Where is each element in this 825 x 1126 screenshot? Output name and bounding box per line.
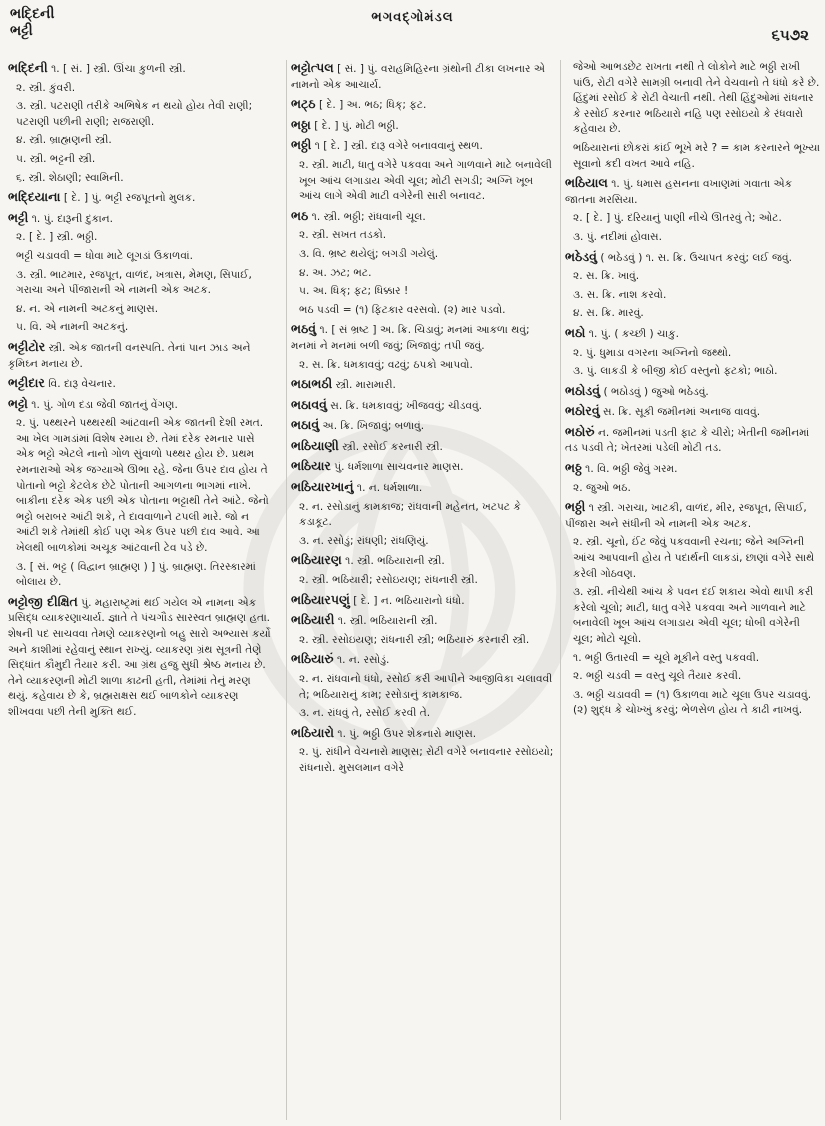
definition-text: ૧. પું. ધમાસ હસનના વખાણમાં ગવાતા એક જાતના મરસિયા. [565,178,793,206]
entry-sense [565,688,823,719]
entry-sense [8,99,273,130]
dictionary-entry [291,117,557,135]
entry-sense [291,158,557,205]
entry-sense [291,358,557,374]
headword: ભટ્ટો [8,395,28,411]
dictionary-entry [8,210,273,228]
dictionary-entry [291,458,557,476]
definition-text: ( ભઠોડવું ) જુઓ ભઠેડવું. [603,385,709,398]
definition-text: ૨. [ દે. ] સ્ત્રી. ભઠ્ઠી. [16,231,98,244]
entry-sense [291,672,557,703]
definition-text: ૧. [ સં. ] સ્ત્રી. ઊંચા કુળની સ્ત્રી. [51,63,186,75]
entry-sense [8,81,273,97]
dictionary-entry [291,208,557,226]
definition-text: [ સં. ] પું. વરાહમિહિરના ગ્રંથોની ટીકા લખનાર એ નામનો એક આચાર્ય. [291,63,545,91]
headword: ભટ્ટીટોર [8,338,46,354]
entry-sense [8,320,273,336]
definition-text: ૫. વિ. એ નામની અટકનું. [16,321,129,334]
entry-sense [565,669,823,685]
definition-text: સ્ત્રી. મારામારી. [335,379,396,392]
entry-sense [565,535,823,582]
definition-text: ૨. ન. રસોડાનું કામકાજ; રાંધવાની મહેનત, ખટપટ કે કડાકૂટ. [299,500,521,529]
definition-text: ભઠ પડવી = (૧) ફિટકાર વરસવો. (૨) માર પડવો. [299,303,506,316]
definition-text: ૧. વિ. ભઠ્ઠી જેવું ગરમ. [585,463,678,476]
definition-text: ૩. સ. ક્રિ. નાશ કરવો. [573,288,667,301]
headword: ભઠિયારખાનું [291,479,354,495]
definition-text: ૨. જુઓ ભઠ. [573,481,631,494]
definition-text: ૧ [ દે. ] સ્ત્રી. દારૂ વગેરે બનાવવાનું સ્થળ. [314,140,483,153]
definition-text: ૨. સ. ક્રિ. ખાવું. [573,270,640,283]
definition-text: ૪. અ. ઝટ; ભટ. [299,266,372,279]
definition-text: ૨. પું. રાંધીને વેચનારો માણસ; રોટી વગેરે બનાવનાર રસોઇયો; રાંધનારો. મુસલમાન વગેરે [299,746,554,774]
headword: ભઠ્ઠી [291,137,312,153]
definition-text: ૨. સ્ત્રી. માટી, ધાતુ વગેરે પકવવા અને ગાળવાને માટે બનાવેલી ખૂબ આંચ લગાડાય એવી ચૂલ; મોટી સગડી; અગ્નિ ખૂબ આંચ લાગે એવી માટી વગેરેની સારી બનાવટ. [299,158,552,203]
definition-text: ૫. સ્ત્રી. ભટ્ટની સ્ત્રી. [16,152,96,165]
headword: ભઠ્ઠ [565,460,582,476]
dictionary-entry [291,376,557,394]
definition-text: સ. ક્રિ. ધમકાવવું; ખીજવવું; ચીડવવું. [330,399,483,412]
entry-sense [565,288,823,304]
definition-text: [ દે. ] પું. મોટી ભઠ્ઠી. [314,119,399,132]
definition-text: ૫. અ. ધિક્; ફટ; ધિક્કાર ! [299,285,409,298]
definition-text: ૩. ન. રસોડું; રાંધણી; રાંધણિયું. [299,534,429,547]
definition-text: ૨. સ્ત્રી. ચૂનો, ઈંટ જેવું પકવવાની રચના; જેને અગ્નિની આંચ આપવાની હોય તે પદાર્થની લાકડાં, છાણાં વગેરે સાથે કરેલી ગોઠવણ. [573,536,815,580]
dictionary-entry [291,552,557,570]
entry-sense [8,560,273,591]
headword: ભઠિયારપણું [291,591,350,607]
definition-text: ૧. સ્ત્રી. ભઠિયારાની સ્ત્રી. [345,555,445,568]
dictionary-entry [565,403,823,421]
definition-text: ૩. સ્ત્રી. નીચેથી આંચ કે પવન દઈ શકાય એવો થાપી કરી કરેલો ચૂલો; માટી, ધાતુ વગેરે પકવવા અને ગાળવાને માટે બનાવેલી ખૂબ આંચ લગાડાય એવી ચૂલ; ધોબી વગેરેની ચૂલ; મોટો ચૂલો. [573,586,814,645]
headword: ભટ્ટોત્પલ [291,60,334,75]
definition-text: ૪. સ. ક્રિ. મારવું. [573,307,644,320]
dictionary-entry [8,339,273,372]
entry-sense [8,268,273,299]
headword: ભઠો [565,324,586,340]
entry-sense [291,247,557,263]
definition-text: ૧. ન. રસોડું. [336,654,390,667]
headword: ભઠ્ઠી [565,499,586,515]
headword: ભઠોરું [565,423,595,439]
entry-sense [565,211,823,227]
definition-text: ૩. સ્ત્રી. પટરાણી તરીકે અભિષેક ન થયો હોય તેવી રાણી; પટરાણી પછીની રાણી; રાજરાણી. [16,100,253,128]
definition-text: ૧. ભઠ્ઠી ઉતારવી = ચૂલે મૂકીને વસ્તુ પકવવી. [573,651,760,664]
headword: ભદ્દિની [8,60,48,75]
headword: ભઠ [291,207,309,223]
entry-sense [291,573,557,589]
column-2 [286,60,557,1120]
definition-text: ૪. ન. એ નામની અટકનું માણસ. [16,302,159,315]
definition-text: ૧. સ્ત્રી. ભઠ્ઠી; રાંધવાની ચૂલ. [311,210,426,223]
dictionary-entry [291,60,557,93]
entry-sense [565,230,823,246]
column-3 [560,60,823,1120]
headword: ભઠાભઠી [291,376,333,392]
definition-text: અ. ક્રિ. ખિજાવું; બળાવું. [322,420,425,433]
definition-text: ૩. વિ. ભ્રષ્ટ થયેલું; બગડી ગયેલું. [299,247,439,260]
entry-sense [8,230,273,246]
definition-text: ૨. ભઠ્ઠી ચડવી = વસ્તુ ચૂલે તૈયાર કરવી. [573,670,742,683]
headword: ભઠોરવું [565,403,600,419]
entry-sense [291,284,557,300]
definition-text: પું. મહારાષ્ટ્રમાં થઈ ગયેલ એ નામના એક પ્રસિદ્ધ વ્યાકરણાચાર્ય. જ્ઞાતે તે પંચગૌડ સારસ્વત બ્રાહ્મણ હતા. શેષની પદ સાચવવા તેમણે વ્યાકરણનો બહુ સારો અભ્યાસ કર્યો અને કાશીમાં રહેવાનું સ્થાન રાખ્યું. વ્યાકરણ ગ્રંથ સૂત્રની તેણે સિદ્ધાંત કૌમુદી તૈયાર કરી. આ ગ્રંથ હજુ સુધી શ્રેષ્ઠ મનાય છે. તેને વ્યાકરણની મોટી શાળા કાઢની હતી, તેમાંમાં તેનું મરણ થયું. કહેવાય છે કે, બ્રહ્મરાક્ષસ થઈ બાળકોને વ્યાકરણ શીખવવા પછી તેની મુક્તિ થઈ. [8,596,271,718]
entry-sense [565,364,823,380]
definition-text: ૪. સ્ત્રી. બ્રાહ્મણની સ્ત્રી. [16,134,112,147]
definition-text: ભટ્ટી ચડાવવી = ધોવા માટે લૂગડાં ઉકાળવાં. [16,249,193,262]
dictionary-entry [565,383,823,401]
entry-sense [8,249,273,265]
entry-sense [565,585,823,647]
headword: ભઠિયારો [291,724,334,740]
headword: ભઠોડવું [565,382,601,398]
column-1 [8,60,273,1120]
headword: ભટ્ટીદાર [8,375,45,391]
definition-text: ૨. સ્ત્રી. રસોઇયણ; રાંધનારી સ્ત્રી; ભઠિયારું કરનારી સ્ત્રી. [299,633,530,646]
entry-sense [291,706,557,722]
definition-text: ૨. સ્ત્રી. કુંવરી. [16,81,76,94]
definition-text: ૧. [ સં ભ્રષ્ટ ] અ. ક્રિ. ચિડાવું; મનમાં આકળા થવું; મનમાં ને મનમાં બળી જવું; ખિજાવું; તપી જવું. [291,324,530,352]
definition-text: [ દે. ] ન. ભઠિયારાનો ધંધો. [353,594,465,607]
headword: ભદ્દિયાના [8,189,61,205]
dictionary-entry [291,612,557,630]
headword: ભટ્ટોજી દીક્ષિત [8,593,78,609]
definition-text: વિ. દારૂ વેચનાર. [48,378,116,391]
headword: ભઠિયારી [291,612,335,628]
headword: ભઠવું [291,321,317,337]
definition-text: ૩. ભઠ્ઠી ચડાવવી = (૧) ઉકાળવા માટે ચૂલા ઉપર ચડાવવું. (૨) શુદ્ધ કે ચોખ્ખું કરવું; ભેળસેળ હોય તે કાઢી નાખવું. [573,688,812,717]
dictionary-entry [291,397,557,415]
book-title: ભગવદ્ગોમંડલ [371,10,454,25]
definition-text: ૧ સ્ત્રી. ગરાચા, ખાટકી, વાળંદ, મીર, રજપૂત, સિપાઈ, પીંજારા અને સંધીની એ નામની એક અટક. [565,502,807,530]
headword: ભઠેડવું [565,248,597,264]
dictionary-entry [291,96,557,114]
definition-text: ૧. સ્ત્રી. ભઠિયારાની સ્ત્રી. [337,615,438,628]
dictionary-entry [8,189,273,207]
entry-sense [291,534,557,550]
entry-sense [8,133,273,149]
headword: ભઠાવવું [291,396,327,412]
definition-text: [ દે. ] અ. ભઠ; ધિક્; ફટ. [318,99,427,112]
entry-sense [291,500,557,531]
definition-text: ૧. પું. ભઠ્ઠી ઉપર શેકનારો માણસ. [337,727,477,740]
dictionary-entry [8,396,273,414]
definition-text: સ. ક્રિ. સૂકી જમીનમાં અનાજ વાવવું. [603,406,761,419]
dictionary-entry [565,499,823,532]
definition-text: ભઠિયારાનાં છોકરાં કાંઈ ભૂખે મરે ? = કામ કરનારને ભૂખ્યા સૂવાનો કદી વખત આવે નહિ. [573,141,820,170]
headword: ભઠિયારું [291,651,334,667]
dictionary-entry [565,175,823,208]
definition-text: ( ભઠેડવું ) ૧. સ. ક્રિ. ઉચાપત કરવું; લઈ જવું. [600,251,792,264]
dictionary-entry [291,417,557,435]
entry-sense [291,633,557,649]
definition-text: ૩. ન. રાંધવું તે, રસોઈ કરવી તે. [299,707,431,720]
definition-text: ૧. પું. ( કચ્છી ) ચાકુ. [588,327,679,340]
dictionary-entry [565,249,823,267]
entry-sense [565,651,823,667]
definition-text: ૬. સ્ત્રી. શેઠાણી; સ્વામિની. [16,171,124,184]
headword: ભટ્ઠ [291,96,316,112]
guide-word-top: ભદ્દિની [10,6,55,22]
dictionary-entry [291,725,557,743]
entry-sense [8,152,273,168]
definition-text: સ્ત્રી. એક જાતની વનસ્પતિ. તેનાં પાન ઝાડ અને કૃમિઘ્ન મનાય છે. [8,341,251,370]
dictionary-entry [291,321,557,354]
dictionary-entry [8,375,273,393]
entry-sense [565,269,823,285]
definition-text: ૩. પું. લાકડી કે બીજી કોઈ વસ્તુનો ફટકો; ભાઠો. [573,365,778,378]
entry-sense [291,303,557,319]
headword: ભટ્ટી [8,209,29,225]
headword: ભઠિયારણ [291,552,342,568]
definition-text: ૩. પું. નદીમાં હોવાસ. [573,230,663,243]
page-number: ૬૫૭૨ [771,26,809,44]
dictionary-entry [291,651,557,669]
dictionary-entry [8,60,273,78]
entry-sense [565,141,823,172]
dictionary-entry [8,594,273,721]
definition-text: જેઓ આભડછેટ રાખતા નથી તે લોકોને માટે ભઠ્ઠી રાખી પાંઉ, રોટી વગેરે સામગ્રી બનાવી તેને વેચવાનો તે ધંધો કરે છે. હિંદુમાં રસોઈ કે રોટી વેચાતી નથી. તેથી હિંદુઓમાં રાંધનાર કે રસોઈ કરનાર ભઠિયારો નહિ પણ રસોઇયો કે રંધવારો કહેવાય છે. [573,61,820,136]
definition-text: ૧. પું. ગોળ દડા જેવી જાતનું વેંગણ. [31,398,178,411]
definition-text: [ દે. ] પું. ભટ્ટી રજપૂતનો મુલક. [63,192,196,205]
dictionary-entry [291,479,557,497]
definition-text: ૧. પું. દારૂની દુકાન. [31,212,113,225]
definition-text: સ્ત્રી. રસોઈ કરનારી સ્ત્રી. [342,440,443,453]
definition-text: ૩. [ સં. ભટ્ટ ( વિદ્વાન બ્રાહ્મણ ) ] પું. બ્રાહ્મણ. તિરસ્કારમાં બોલાય છે. [16,560,256,589]
definition-text: ૨. સ્ત્રી. સખત તડકો. [299,229,387,242]
dictionary-entry [565,424,823,457]
entry-sense [565,481,823,497]
definition-text: ૧. ન. ધર્મશાળા. [356,482,423,495]
definition-text: ૨. [ દે. ] પું. દરિયાનું પાણી નીચે ઊતરવું તે; ઓટ. [573,212,782,225]
definition-text: ૨. પું. પથ્થરને પથ્થરથી આંટવાની એક જાતની દેશી રમત. આ ખેલ ગામડાંમાં વિશેષ રમાય છે. તેમાં દરેક રમનાર પાસે એક ભટ્ટો એટલે નાનો ગોળ સુંવાળો પથ્થર હોય છે. પ્રથમ રમનારાઓ એક જગ્યાએ ઊભા રહે. જેના ઉપર દાવ હોય તે પોતાનો ભટ્ટો કેટલેક છેટે પોતાની આગળના ભાગમાં નાખે. બાકીના દરેક એક પછી એક પોતાના ભટ્ટાથી તેને આંટે. જેનો ભટ્ટો બરાબર આંટી શકે, તે દાવવાળાને ટપલી મારે. જો ન આંટી શકે તેમાંથી કોઈ પણ એક ઉપર પછી દાવ આવે. આ ખેલથી બાળકોમાં અચૂક આંટવાની ટેવ પડે છે. [16,417,269,555]
entry-sense [291,266,557,282]
dictionary-entry [291,592,557,610]
entry-sense [8,171,273,187]
definition-text: ૨. સ. ક્રિ. ધમકાવવું; વઢવું; ઠપકો આપવો. [299,358,473,371]
headword: ભઠ્ઠા [291,116,311,132]
dictionary-entry [565,325,823,343]
definition-text: ૩. સ્ત્રી. ભાટમાર, રજપૂત, વાળંદ, ખત્રાસ, મેમણ, સિપાઈ, ગરાચા અને પીંજારાની એ નામની એક અટક. [16,268,252,297]
entry-sense [8,416,273,556]
definition-text: પું. ધર્મશાળા સાચવનાર માણસ. [334,461,464,474]
headword: ભઠિયાર [291,458,331,474]
definition-text: ન. જમીનમાં પડતી ફાટ કે ચીરો; ખેતીની જમીનમાં તડ પડવી તે; ખેતરમાં પડેલી મોટી તડ. [565,426,810,455]
headword: ભઠિયાણી [291,437,339,453]
entry-sense [8,302,273,318]
entry-sense [291,228,557,244]
entry-sense [565,306,823,322]
entry-sense [565,346,823,362]
dictionary-entry [291,438,557,456]
headword: ભઠિયાલ [565,175,608,191]
guide-word-bottom: ભટ્ટી [10,23,33,39]
entry-sense [565,60,823,138]
dictionary-entry [565,460,823,478]
headword: ભઠાવું [291,417,320,433]
definition-text: ૨. પું. ધુમાડા વગરના અગ્નિનો જથ્થો. [573,346,732,359]
dictionary-entry [291,137,557,155]
entry-sense [291,745,557,776]
definition-text: ૨. ન. રાંધવાનો ધંધો, રસોઈ કરી આપીને આજીવિકા ચલાવવી તે; ભઠિયારાનું કામ; રસોડાનું કામકાજ. [299,673,553,701]
definition-text: ૨. સ્ત્રી. ભઠિયારી; રસોઇયણ; રાંધનારી સ્ત્રી. [299,574,478,587]
